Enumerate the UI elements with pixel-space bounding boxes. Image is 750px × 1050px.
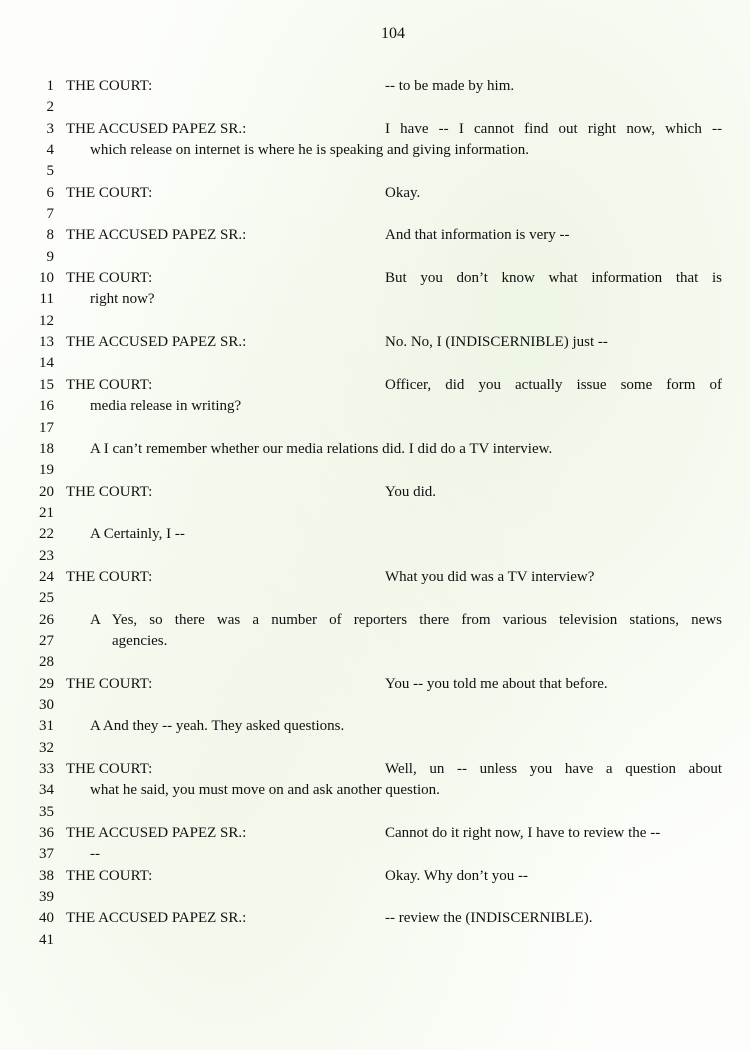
speech-text: You -- you told me about that before. [385,675,608,692]
line-number: 14 [39,355,54,372]
speaker-label: THE COURT: [66,761,153,777]
transcript-line [0,460,750,481]
line-number: 30 [39,696,54,713]
continuation-text: which release on internet is where he is speaking and giving information. [90,142,530,159]
transcript-line [0,140,750,161]
line-number: 15 [39,376,54,393]
line-number: 6 [46,184,54,201]
speech-text: And that information is very -- [385,227,570,244]
speech-text: Officer, did you actually issue some form of [385,376,722,393]
speech-text: No. No, I (INDISCERNIBLE) just -- [385,334,608,351]
line-number: 5 [46,163,54,180]
transcript-line [0,844,750,865]
answer-text: A I can’t remember whether our media relations did. I did do a TV interview. [90,440,553,457]
transcript-line [0,695,750,716]
speaker-label: THE COURT: [66,867,153,884]
transcript-line [0,119,750,140]
transcript-line [0,887,750,908]
line-number: 36 [39,825,54,842]
transcript-line [0,674,750,695]
line-number: 2 [46,99,54,116]
speaker-label: THE ACCUSED PAPEZ SR.: [66,334,247,351]
transcript-line [0,780,750,801]
transcript-line [0,631,750,652]
speech-text: You did. [385,483,436,500]
line-number: 40 [39,910,54,927]
line-number: 24 [39,568,54,585]
continuation-text: what he said, you must move on and ask another question. [90,782,440,799]
line-number: 1 [46,78,54,94]
line-number: 20 [39,483,54,500]
transcript-line [0,311,750,332]
line-number: 25 [39,590,54,607]
line-number: 17 [39,419,54,436]
line-number: 3 [46,120,54,137]
speaker-label: THE COURT: [66,184,153,201]
speaker-label: THE ACCUSED PAPEZ SR.: [66,227,247,244]
line-number: 13 [39,334,54,351]
transcript-line [0,418,750,439]
speech-text: I have -- I cannot find out right now, which -- [385,120,722,137]
transcript-line [0,908,750,929]
speaker-label: THE ACCUSED PAPEZ SR.: [66,910,247,927]
speaker-label: THE COURT: [66,483,153,500]
speaker-label: THE COURT: [66,376,153,393]
line-number: 22 [39,526,54,543]
line-number: 35 [39,803,54,820]
transcript-line [0,396,750,417]
line-number: 28 [39,654,54,671]
transcript-line [0,204,750,225]
speech-text: -- to be made by him. [385,78,515,94]
transcript-line [0,652,750,673]
transcript-line [0,610,750,631]
line-number: 12 [39,312,54,329]
line-number: 32 [39,739,54,756]
line-number: 26 [39,611,54,628]
answer-text: A Certainly, I -- [90,526,185,543]
line-number: 39 [39,889,54,906]
line-number: 23 [39,547,54,564]
transcript-line [0,524,750,545]
line-number: 8 [46,227,54,244]
line-number: 19 [39,462,54,479]
answer-text: A And they -- yeah. They asked questions. [90,718,345,735]
speaker-label: THE COURT: [66,270,153,287]
speaker-label: THE COURT: [66,78,153,94]
transcript-line [0,546,750,567]
transcript-line [0,802,750,823]
transcript-line [0,716,750,737]
line-number: 16 [39,398,54,415]
line-number: 18 [39,440,54,457]
transcript-line [0,247,750,268]
page-number: 104 [381,25,405,42]
transcript-line [0,482,750,503]
transcript-line [0,930,750,951]
transcript-line [0,76,750,97]
transcript-line [0,289,750,310]
speaker-label: THE COURT: [66,568,153,585]
continuation-text: -- [90,846,100,863]
line-number: 33 [39,761,54,777]
transcript-line [0,823,750,844]
line-number: 9 [46,248,54,265]
speaker-label: THE ACCUSED PAPEZ SR.: [66,825,247,842]
continuation-text: agencies. [112,632,168,649]
transcript-line [0,161,750,182]
line-number: 37 [39,846,54,863]
transcript-line [0,375,750,396]
line-number: 41 [39,931,54,948]
speech-text: But you don’t know what information that is [385,270,722,287]
transcript-line [0,567,750,588]
speaker-label: THE COURT: [66,675,153,692]
continuation-text: right now? [90,291,155,308]
transcript-line [0,588,750,609]
transcript-line [0,332,750,353]
line-number: 10 [39,270,54,287]
transcript-line [0,503,750,524]
line-number: 38 [39,867,54,884]
transcript-line [0,738,750,759]
speech-text: Well, un -- unless you have a question about [385,761,722,777]
speech-text: What you did was a TV interview? [385,568,595,585]
answer-text: A Yes, so there was a number of reporters there from various television stations, news [90,611,722,628]
transcript-line [0,439,750,460]
transcript-line [0,759,750,780]
transcript-line [0,183,750,204]
transcript-line [0,268,750,289]
speech-text: -- review the (INDISCERNIBLE). [385,910,593,927]
line-number: 34 [39,782,54,799]
speech-text: Okay. Why don’t you -- [385,867,529,884]
transcript-line [0,353,750,374]
transcript-body [0,76,750,951]
speech-text: Okay. [385,184,421,201]
line-number: 31 [39,718,54,735]
transcript-line [0,225,750,246]
speaker-label: THE ACCUSED PAPEZ SR.: [66,120,247,137]
continuation-text: media release in writing? [90,398,242,415]
line-number: 21 [39,504,54,521]
line-number: 11 [39,291,54,308]
transcript-line [0,97,750,118]
line-number: 27 [39,632,54,649]
transcript-line [0,866,750,887]
speech-text: Cannot do it right now, I have to review the -- [385,825,661,842]
line-number: 29 [39,675,54,692]
line-number: 7 [46,206,54,223]
line-number: 4 [46,142,54,159]
